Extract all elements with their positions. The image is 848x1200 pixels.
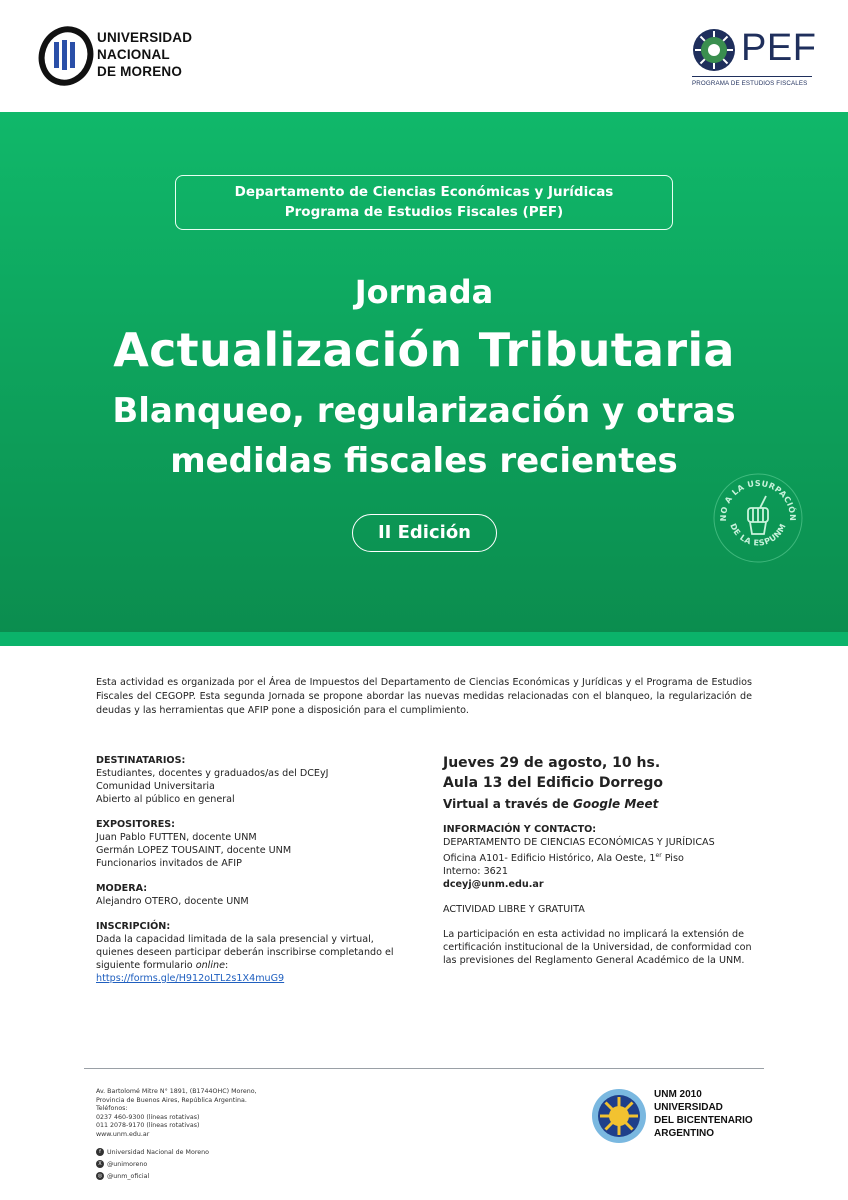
event-virtual: Virtual a través de Google Meet	[443, 797, 659, 811]
registration-section	[96, 920, 416, 985]
svg-text:NO A LA USURPACIÓN: NO A LA USURPACIÓN	[718, 478, 798, 522]
audience-section	[96, 754, 416, 806]
footer-divider	[84, 1068, 764, 1069]
bicentenario-sun-icon	[590, 1087, 648, 1145]
moderator-name: Alejandro OTERO, docente UNM	[96, 896, 249, 907]
certification-note: La participación en esta actividad no implicará la extensión de certificación institucional de la Universidad, de conformidad con las previsiones del Reglamento General Académico de la UNM.	[443, 929, 752, 967]
registration-heading: INSCRIPCIÓN:	[96, 921, 171, 932]
x-icon: X	[96, 1160, 104, 1168]
contact-department: DEPARTAMENTO DE CIENCIAS ECONÓMICAS Y JURÍDICAS	[443, 837, 715, 848]
unm-name: UNIVERSIDAD NACIONAL DE MORENO	[97, 30, 193, 79]
espunm-protest-badge	[712, 472, 804, 564]
moderator-section	[96, 882, 416, 908]
footer-address: Av. Bartolomé Mitre N° 1891, (B1744OHC) Moreno, Provincia de Buenos Aires, República Argentina. Teléfonos: 0237 460-9300 (líneas rotativas) 011 2078-9170 (líneas rotativas) www.unm.edu.ar	[96, 1088, 316, 1139]
speakers-heading: EXPOSITORES:	[96, 819, 176, 830]
registration-text: quienes deseen participar deberán inscribirse completando el	[96, 947, 394, 958]
speaker-item: Funcionarios invitados de AFIP	[96, 858, 242, 869]
event-kicker: Jornada	[354, 273, 494, 311]
pef-name: PEF	[741, 27, 817, 69]
pef-subtitle: PROGRAMA DE ESTUDIOS FISCALES	[692, 76, 812, 87]
website-link[interactable]: www.unm.edu.ar	[96, 1130, 150, 1138]
audience-heading: DESTINATARIOS:	[96, 755, 186, 766]
audience-item: Abierto al público en general	[96, 794, 235, 805]
speaker-item: Germán LOPEZ TOUSAINT, docente UNM	[96, 845, 292, 856]
department-name: Departamento de Ciencias Económicas y Jurídicas	[234, 184, 614, 200]
moderator-heading: MODERA:	[96, 883, 148, 894]
fist-icon	[748, 496, 768, 534]
bicentenario-text: UNM 2010 UNIVERSIDAD DEL BICENTENARIO ARGENTINO	[654, 1089, 753, 1139]
contact-office: Oficina A101- Edificio Histórico, Ala Oeste, 1er Piso	[443, 852, 684, 865]
header	[0, 0, 848, 112]
footer-social	[96, 1146, 209, 1182]
event-subtitle-line2: medidas fiscales recientes	[170, 441, 678, 481]
event-date: Jueves 29 de agosto, 10 hs.	[443, 755, 661, 771]
speakers-section	[96, 818, 416, 870]
event-title: Actualización Tributaria	[113, 323, 735, 377]
contact-email[interactable]: dceyj@unm.edu.ar	[443, 879, 544, 891]
social-instagram[interactable]: ◎ @unm_oficial	[97, 1172, 150, 1180]
free-activity-note: ACTIVIDAD LIBRE Y GRATUITA	[443, 904, 585, 916]
event-subtitle-line1: Blanqueo, regularización y otras	[112, 391, 736, 431]
edition-badge: II Edición	[352, 514, 497, 552]
details-right-column	[443, 753, 763, 967]
contact-extension: Interno: 3621	[443, 866, 508, 878]
social-facebook[interactable]: f Universidad Nacional de Moreno	[96, 1146, 209, 1158]
registration-form-link[interactable]: https://forms.gle/H912oLTL2s1X4muG9	[96, 973, 285, 984]
registration-text: siguiente formulario online:	[96, 960, 229, 971]
program-name: Programa de Estudios Fiscales (PEF)	[284, 204, 564, 220]
contact-heading: INFORMACIÓN Y CONTACTO:	[443, 824, 597, 835]
instagram-icon: ◎	[97, 1173, 103, 1179]
audience-item: Estudiantes, docentes y graduados/as del DCEyJ	[96, 768, 329, 779]
hero-bottom-stripe	[0, 632, 848, 646]
social-x[interactable]: X @unimoreno	[96, 1158, 209, 1170]
details-left-column	[96, 754, 416, 997]
pef-emblem-icon	[692, 28, 736, 72]
audience-item: Comunidad Universitaria	[96, 781, 215, 792]
unm-logo	[38, 26, 94, 86]
intro-paragraph: Esta actividad es organizada por el Área de Impuestos del Departamento de Ciencias Económicas y Jurídicas y el Programa de Estudios Fiscales del CEGOPP. Esta segunda Jornada se propone abordar las nuevas medidas relacionadas con el blanqueo, la regularización de deudas y las herramientas que AFIP pone a disposición para el cumplimiento.	[96, 677, 752, 716]
event-venue: Aula 13 del Edificio Dorrego	[443, 775, 664, 791]
registration-text: Dada la capacidad limitada de la sala presencial y virtual,	[96, 934, 374, 945]
contact-section	[443, 823, 763, 967]
facebook-icon: f	[96, 1148, 104, 1156]
svg-text:DE LA ESPUNM: DE LA ESPUNM	[728, 522, 788, 548]
speaker-item: Juan Pablo FUTTEN, docente UNM	[96, 832, 257, 843]
department-box	[175, 175, 673, 230]
